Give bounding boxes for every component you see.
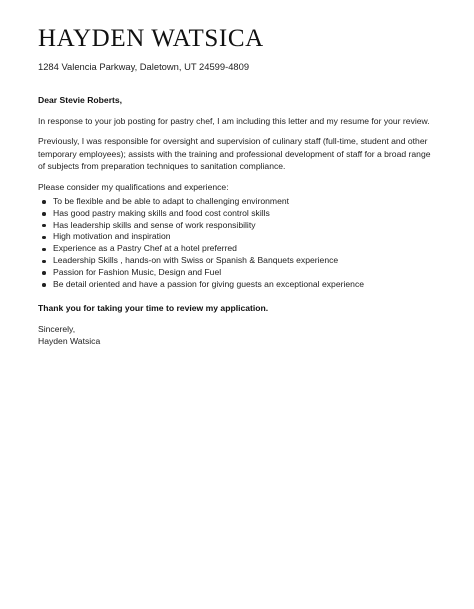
sign-off: Sincerely, <box>38 324 76 335</box>
applicant-address: 1284 Valencia Parkway, Daletown, UT 24599-4809 <box>38 61 250 72</box>
qualifications-intro: Please consider my qualifications and experience: <box>38 181 229 192</box>
list-item: High motivation and inspiration <box>38 231 436 243</box>
thank-you-line: Thank you for taking your time to review my application. <box>38 302 269 313</box>
qualifications-list <box>38 196 436 291</box>
list-item: Has good pastry making skills and food cost control skills <box>38 208 436 220</box>
list-item: Passion for Fashion Music, Design and Fuel <box>38 267 436 279</box>
list-item: Has leadership skills and sense of work responsibility <box>38 220 436 232</box>
intro-paragraph: In response to your job posting for pastry chef, I am including this letter and my resume for your review. <box>38 115 430 126</box>
applicant-name: HAYDEN WATSICA <box>38 25 264 52</box>
list-item: Experience as a Pastry Chef at a hotel preferred <box>38 243 436 255</box>
list-item: Leadership Skills , hands-on with Swiss or Spanish & Banquets experience <box>38 255 436 267</box>
signature-name: Hayden Watsica <box>38 336 101 347</box>
list-item: Be detail oriented and have a passion for giving guests an exceptional experience <box>38 279 436 291</box>
salutation: Dear Stevie Roberts, <box>38 95 123 105</box>
list-item: To be flexible and be able to adapt to challenging environment <box>38 196 436 208</box>
letter-body <box>38 94 436 348</box>
experience-paragraph: Previously, I was responsible for oversight and supervision of culinary staff (full-time, student and other temporary employees); assists with the training and professional development of staff for a broad range of subjects from preparation techniques to sanitation compliance. <box>38 136 431 171</box>
